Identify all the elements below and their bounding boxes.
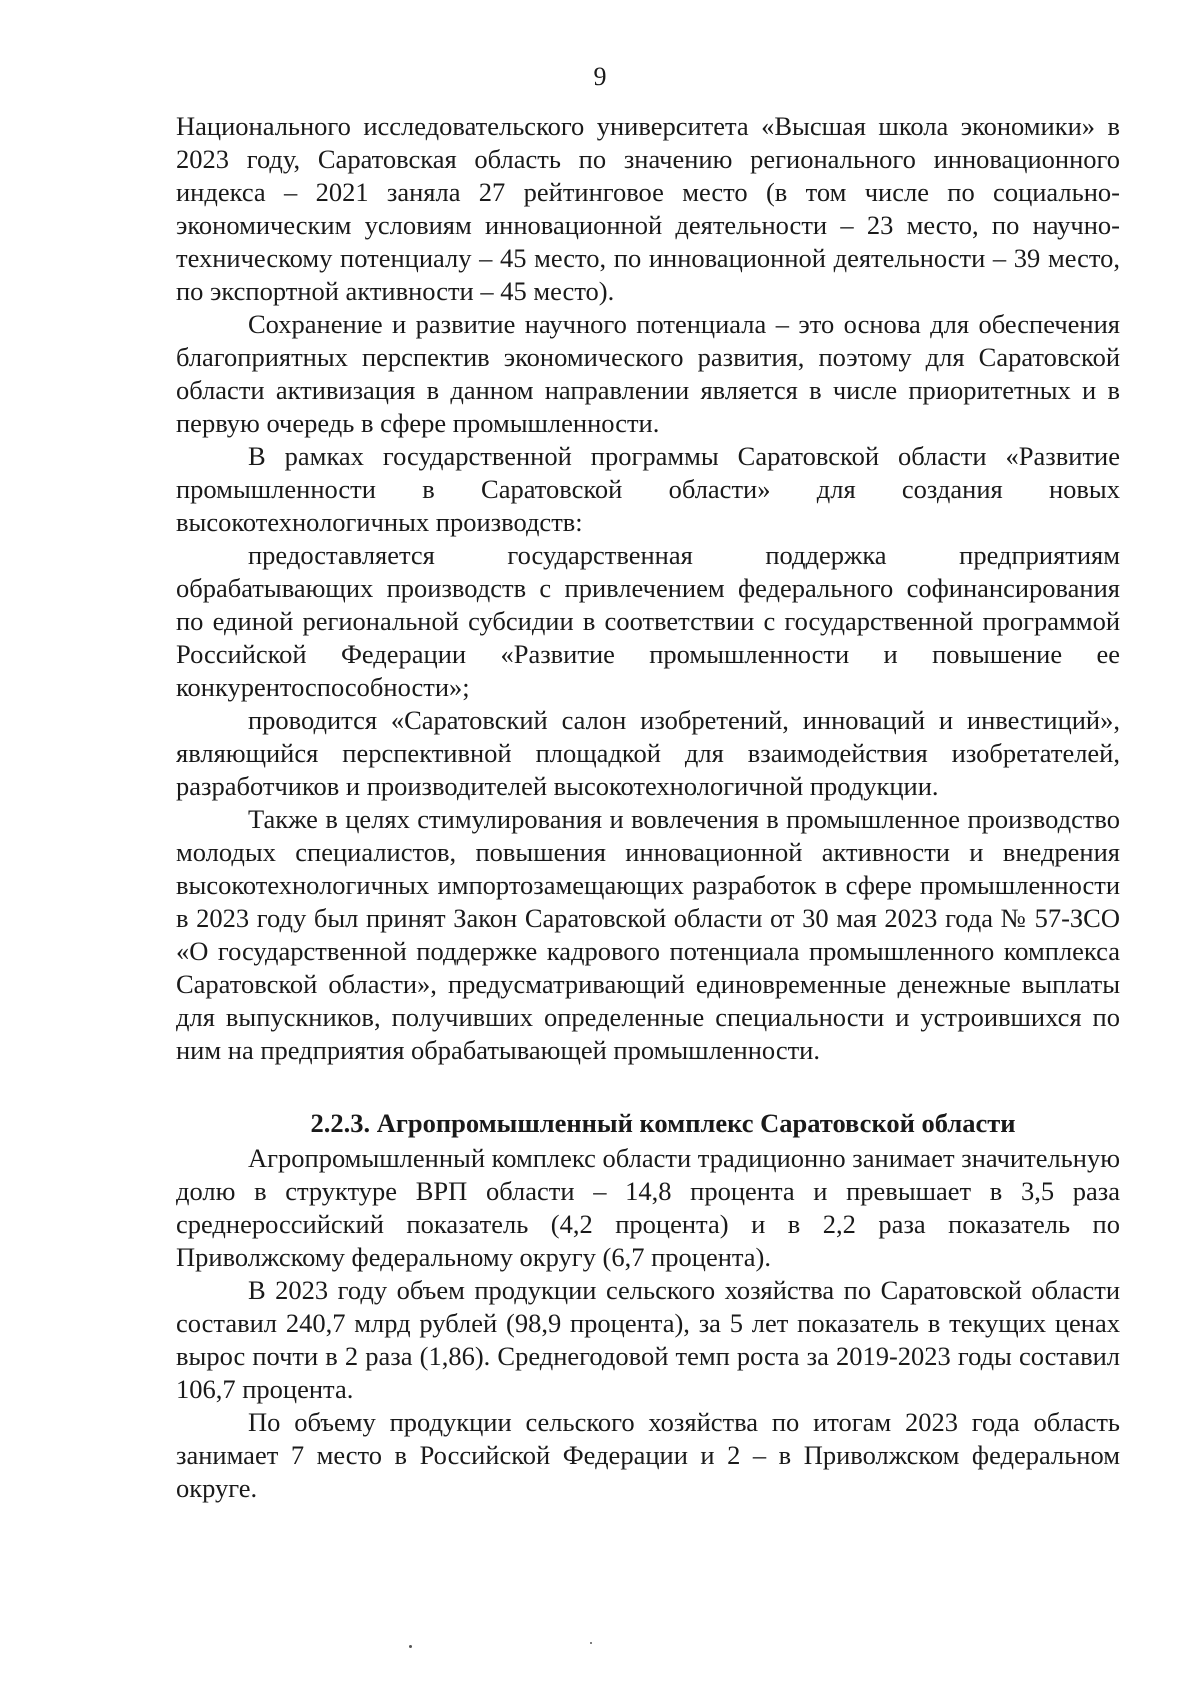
paragraph-scientific-potential: Сохранение и развитие научного потенциала – это основа для обеспечения благоприятных перспектив экономического развития, поэтому для Саратовской области активизация в данном направлении является в числе приоритетных и в первую очередь в сфере промышленности. (176, 309, 1120, 438)
paragraph-state-program: В рамках государственной программы Саратовской области «Развитие промышленности в Саратовской области» для создания новых высокотехнологичных производств: (176, 441, 1120, 537)
paragraph-agro-output: В 2023 году объем продукции сельского хозяйства по Саратовской области составил 240,7 млрд рублей (98,9 процента), за 5 лет показатель в текущих ценах вырос почти в 2 раза (1,86). Среднегодовой темп роста за 2019-2023 годы составил 106,7 процента. (176, 1275, 1120, 1404)
paragraph-agro-share: Агропромышленный комплекс области традиционно занимает значительную долю в структуре ВРП области – 14,8 процента и превышает в 3,5 раза среднероссийский показатель (4,2 процента) и в 2,2 раза показатель по Приволжскому федеральному округу (6,7 процента). (176, 1143, 1120, 1272)
scan-speck (590, 1642, 592, 1644)
paragraph-agro-ranking: По объему продукции сельского хозяйства по итогам 2023 года область занимает 7 место в Российской Федерации и 2 – в Приволжском федеральном округе. (176, 1407, 1120, 1503)
paragraph-hse-ranking: Национального исследовательского университета «Высшая школа экономики» в 2023 году, Саратовская область по значению регионального инновационного индекса – 2021 заняла 27 рейтинговое место (в том числе по социально-экономическим условиям инновационной деятельности – 23 место, по научно-техническому потенциалу – 45 место, по инновационной деятельности – 39 место, по экспортной активности – 45 место). (176, 111, 1120, 306)
section-heading: 2.2.3. Агропромышленный комплекс Саратовской области (310, 1108, 1016, 1138)
page-number: 9 (593, 62, 607, 91)
paragraph-young-specialists-law: Также в целях стимулирования и вовлечения в промышленное производство молодых специалистов, повышения инновационной активности и внедрения высокотехнологичных импортозамещающих разработок в сфере промышленности в 2023 году был принят Закон Саратовской области от 30 мая 2023 года № 57-ЗСО «О государственной поддержке кадрового потенциала промышленного комплекса Саратовской области», предусматривающий единовременные денежные выплаты для выпускников, получивших определенные специальности и устроившихся по ним на предприятия обрабатывающей промышленности. (176, 804, 1120, 1065)
list-item-innovation-salon: проводится «Саратовский салон изобретений, инноваций и инвестиций», являющийся перспективной площадкой для взаимодействия изобретателей, разработчиков и производителей высокотехнологичной продукции. (176, 705, 1120, 801)
scan-speck (409, 1645, 412, 1648)
list-item-state-support: предоставляется государственная поддержка предприятиям обрабатывающих производств с привлечением федерального софинансирования по единой региональной субсидии в соответствии с государственной программой Российской Федерации «Развитие промышленности и повышение ее конкурентоспособности»; (176, 540, 1120, 702)
document-body (176, 110, 1120, 1505)
